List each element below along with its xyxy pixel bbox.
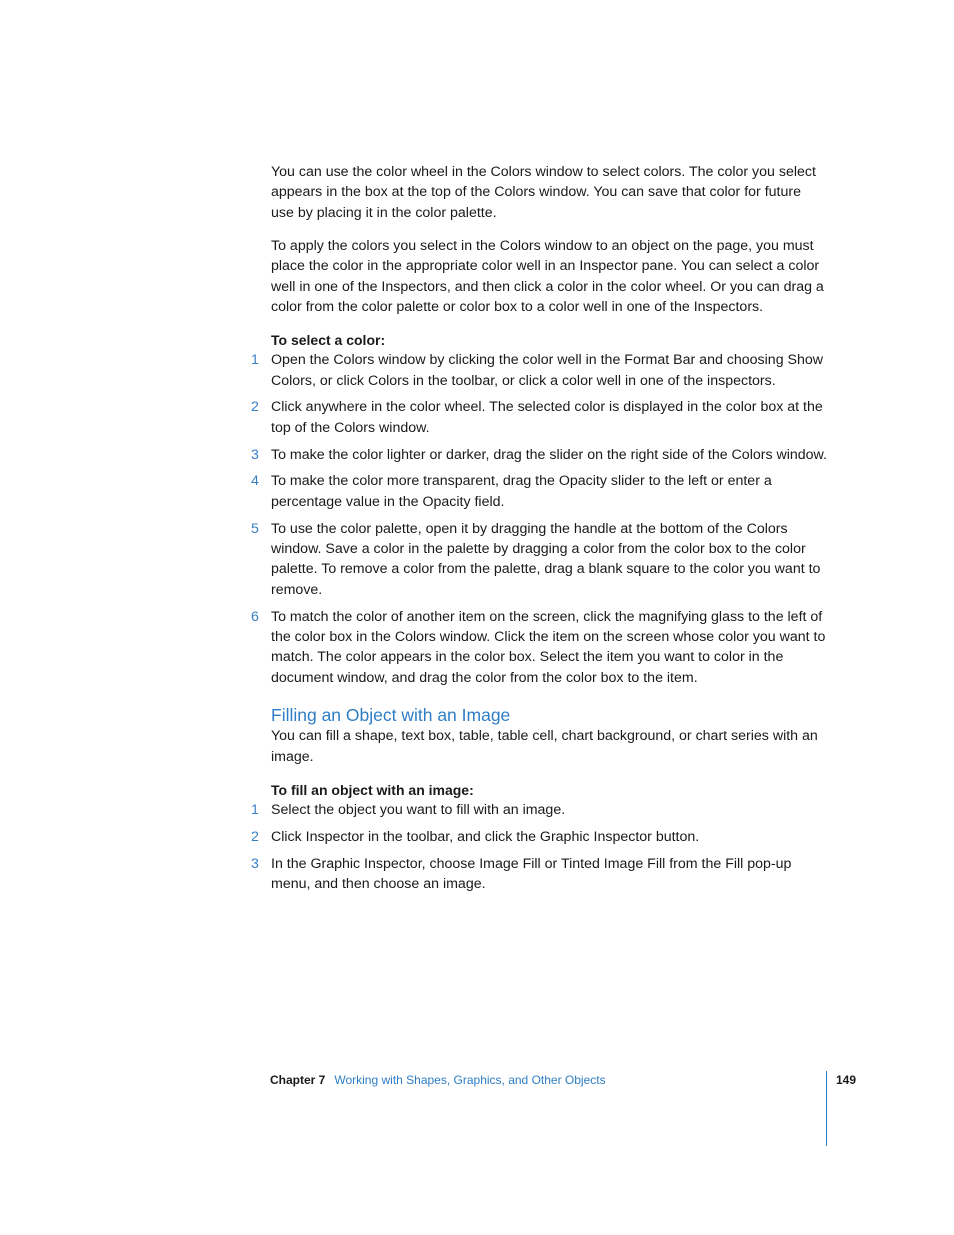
step-number: 6 [251, 608, 259, 625]
step-number: 4 [251, 473, 259, 490]
step-text: Click anywhere in the color wheel. The selected color is displayed in the color box at the top of the Colors window. [271, 399, 823, 436]
list-item [251, 800, 827, 820]
select-color-heading: To select a color: [271, 331, 386, 348]
list-item [251, 350, 827, 391]
list-item [251, 854, 827, 895]
list-item [251, 397, 827, 438]
section-title: Filling an Object with an Image [271, 705, 511, 726]
page-number-rule [826, 1071, 827, 1146]
step-text: To use the color palette, open it by dragging the handle at the bottom of the Colors window. Save a color in the palette by dragging a color from the color box to the color palette. To remove a color from the palette, drag a blank square to the color you want to remove. [271, 520, 821, 598]
step-text: Select the object you want to fill with an image. [271, 802, 566, 819]
fill-image-intro: You can fill a shape, text box, table, table cell, chart background, or chart series with an image. [271, 728, 818, 765]
step-number: 3 [251, 446, 259, 463]
footer-chapter-title: Working with Shapes, Graphics, and Other Objects [334, 1073, 606, 1087]
step-text: In the Graphic Inspector, choose Image Fill or Tinted Image Fill from the Fill pop-up menu, and then choose an image. [271, 855, 792, 893]
footer-chapter: Chapter 7 [270, 1073, 326, 1087]
step-number: 1 [251, 802, 259, 819]
page-footer [270, 1072, 606, 1088]
list-item [251, 519, 827, 601]
step-text: To match the color of another item on the screen, click the magnifying glass to the left of the color box in the Colors window. Click the item on the screen whose color you want to match. The color appears in the color box. Select the item you want to color in the document window, and drag the color from the color box to the item. [271, 608, 826, 686]
step-text: To make the color lighter or darker, drag the slider on the right side of the Colors window. [271, 446, 827, 463]
select-color-steps [251, 350, 827, 688]
list-item [251, 607, 827, 689]
step-number: 1 [251, 352, 259, 369]
page-number: 149 [836, 1073, 857, 1087]
step-number: 5 [251, 520, 259, 537]
step-text: Click Inspector in the toolbar, and click the Graphic Inspector button. [271, 828, 700, 845]
list-item [251, 827, 827, 847]
intro-paragraph-2: To apply the colors you select in the Colors window to an object on the page, you must place the color in the appropriate color well in an Inspector pane. You can select a color well in one of the Inspectors, and then click a color in the color wheel. Or you can drag a color from the color palette or color box to a color well in one of the Inspectors. [271, 237, 824, 315]
intro-paragraph-1: You can use the color wheel in the Colors window to select colors. The color you select appears in the box at the top of the Colors window. You can save that color for future use by placing it in the color palette. [271, 164, 816, 221]
step-text: To make the color more transparent, drag the Opacity slider to the left or enter a percentage value in the Opacity field. [271, 473, 772, 510]
page-content [251, 162, 827, 904]
step-number: 3 [251, 855, 259, 872]
step-number: 2 [251, 399, 259, 416]
fill-image-steps [251, 800, 827, 894]
step-number: 2 [251, 828, 259, 845]
step-text: Open the Colors window by clicking the color well in the Format Bar and choosing Show Colors, or click Colors in the toolbar, or click a color well in one of the inspectors. [271, 352, 824, 389]
list-item [251, 445, 827, 465]
list-item [251, 471, 827, 512]
fill-image-heading: To fill an object with an image: [271, 781, 474, 798]
